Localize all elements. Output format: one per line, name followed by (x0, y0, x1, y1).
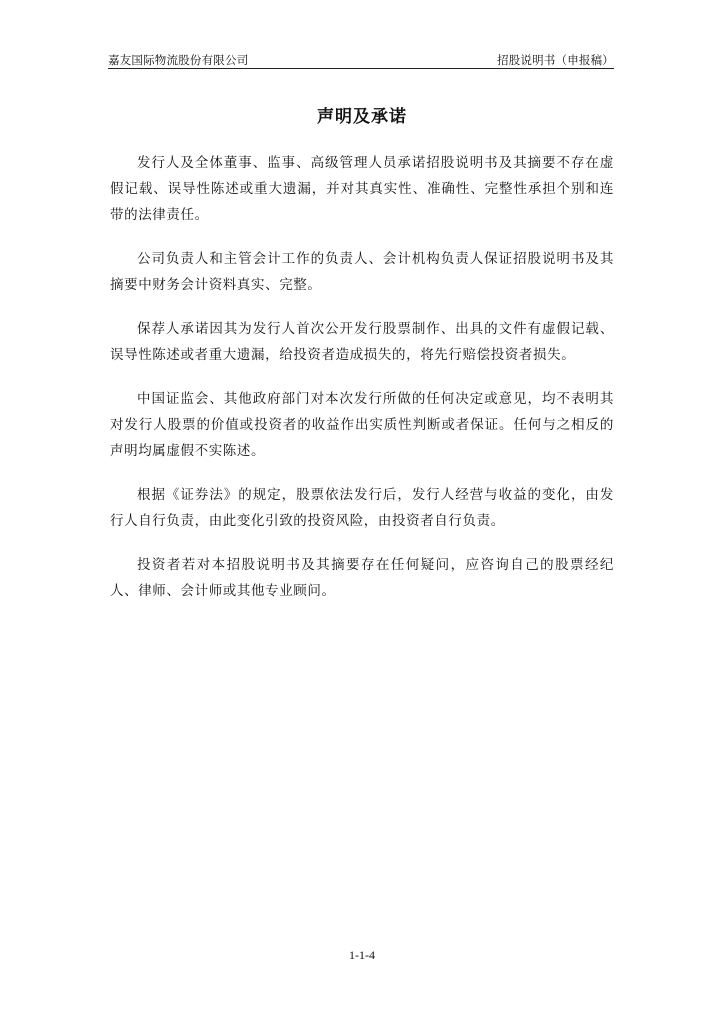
paragraph-csrc-disclaimer: 中国证监会、其他政府部门对本次发行所做的任何决定或意见，均不表明其对发行人股票的价值或投资者的收益作出实质性判断或者保证。任何与之相反的声明均属虚假不实陈述。 (110, 391, 614, 459)
page-title: 声明及承诺 (317, 107, 407, 127)
header-company-name: 嘉友国际物流股份有限公司 (108, 53, 249, 67)
paragraph-issuer-commitment: 发行人及全体董事、监事、高级管理人员承诺招股说明书及其摘要不存在虚假记载、误导性陈述或重大遗漏，并对其真实性、准确性、完整性承担个别和连带的法律责任。 (110, 155, 614, 223)
paragraph-securities-law: 根据《证券法》的规定，股票依法发行后，发行人经营与收益的变化，由发行人自行负责，由此变化引致的投资风险，由投资者自行负责。 (110, 487, 614, 529)
paragraph-financial-guarantee: 公司负责人和主管会计工作的负责人、会计机构负责人保证招股说明书及其摘要中财务会计资料真实、完整。 (110, 251, 614, 293)
paragraph-sponsor-commitment: 保荐人承诺因其为发行人首次公开发行股票制作、出具的文件有虚假记载、误导性陈述或者重大遗漏，给投资者造成损失的，将先行赔偿投资者损失。 (110, 321, 614, 363)
page-header (108, 52, 614, 68)
header-rule (108, 68, 614, 69)
statement-body (110, 150, 614, 622)
page-number: 1-1-4 (349, 948, 375, 962)
paragraph-investor-advice: 投资者若对本招股说明书及其摘要存在任何疑问，应咨询自己的股票经纪人、律师、会计师或其他专业顾问。 (110, 557, 614, 599)
header-document-type: 招股说明书（申报稿） (497, 53, 614, 67)
